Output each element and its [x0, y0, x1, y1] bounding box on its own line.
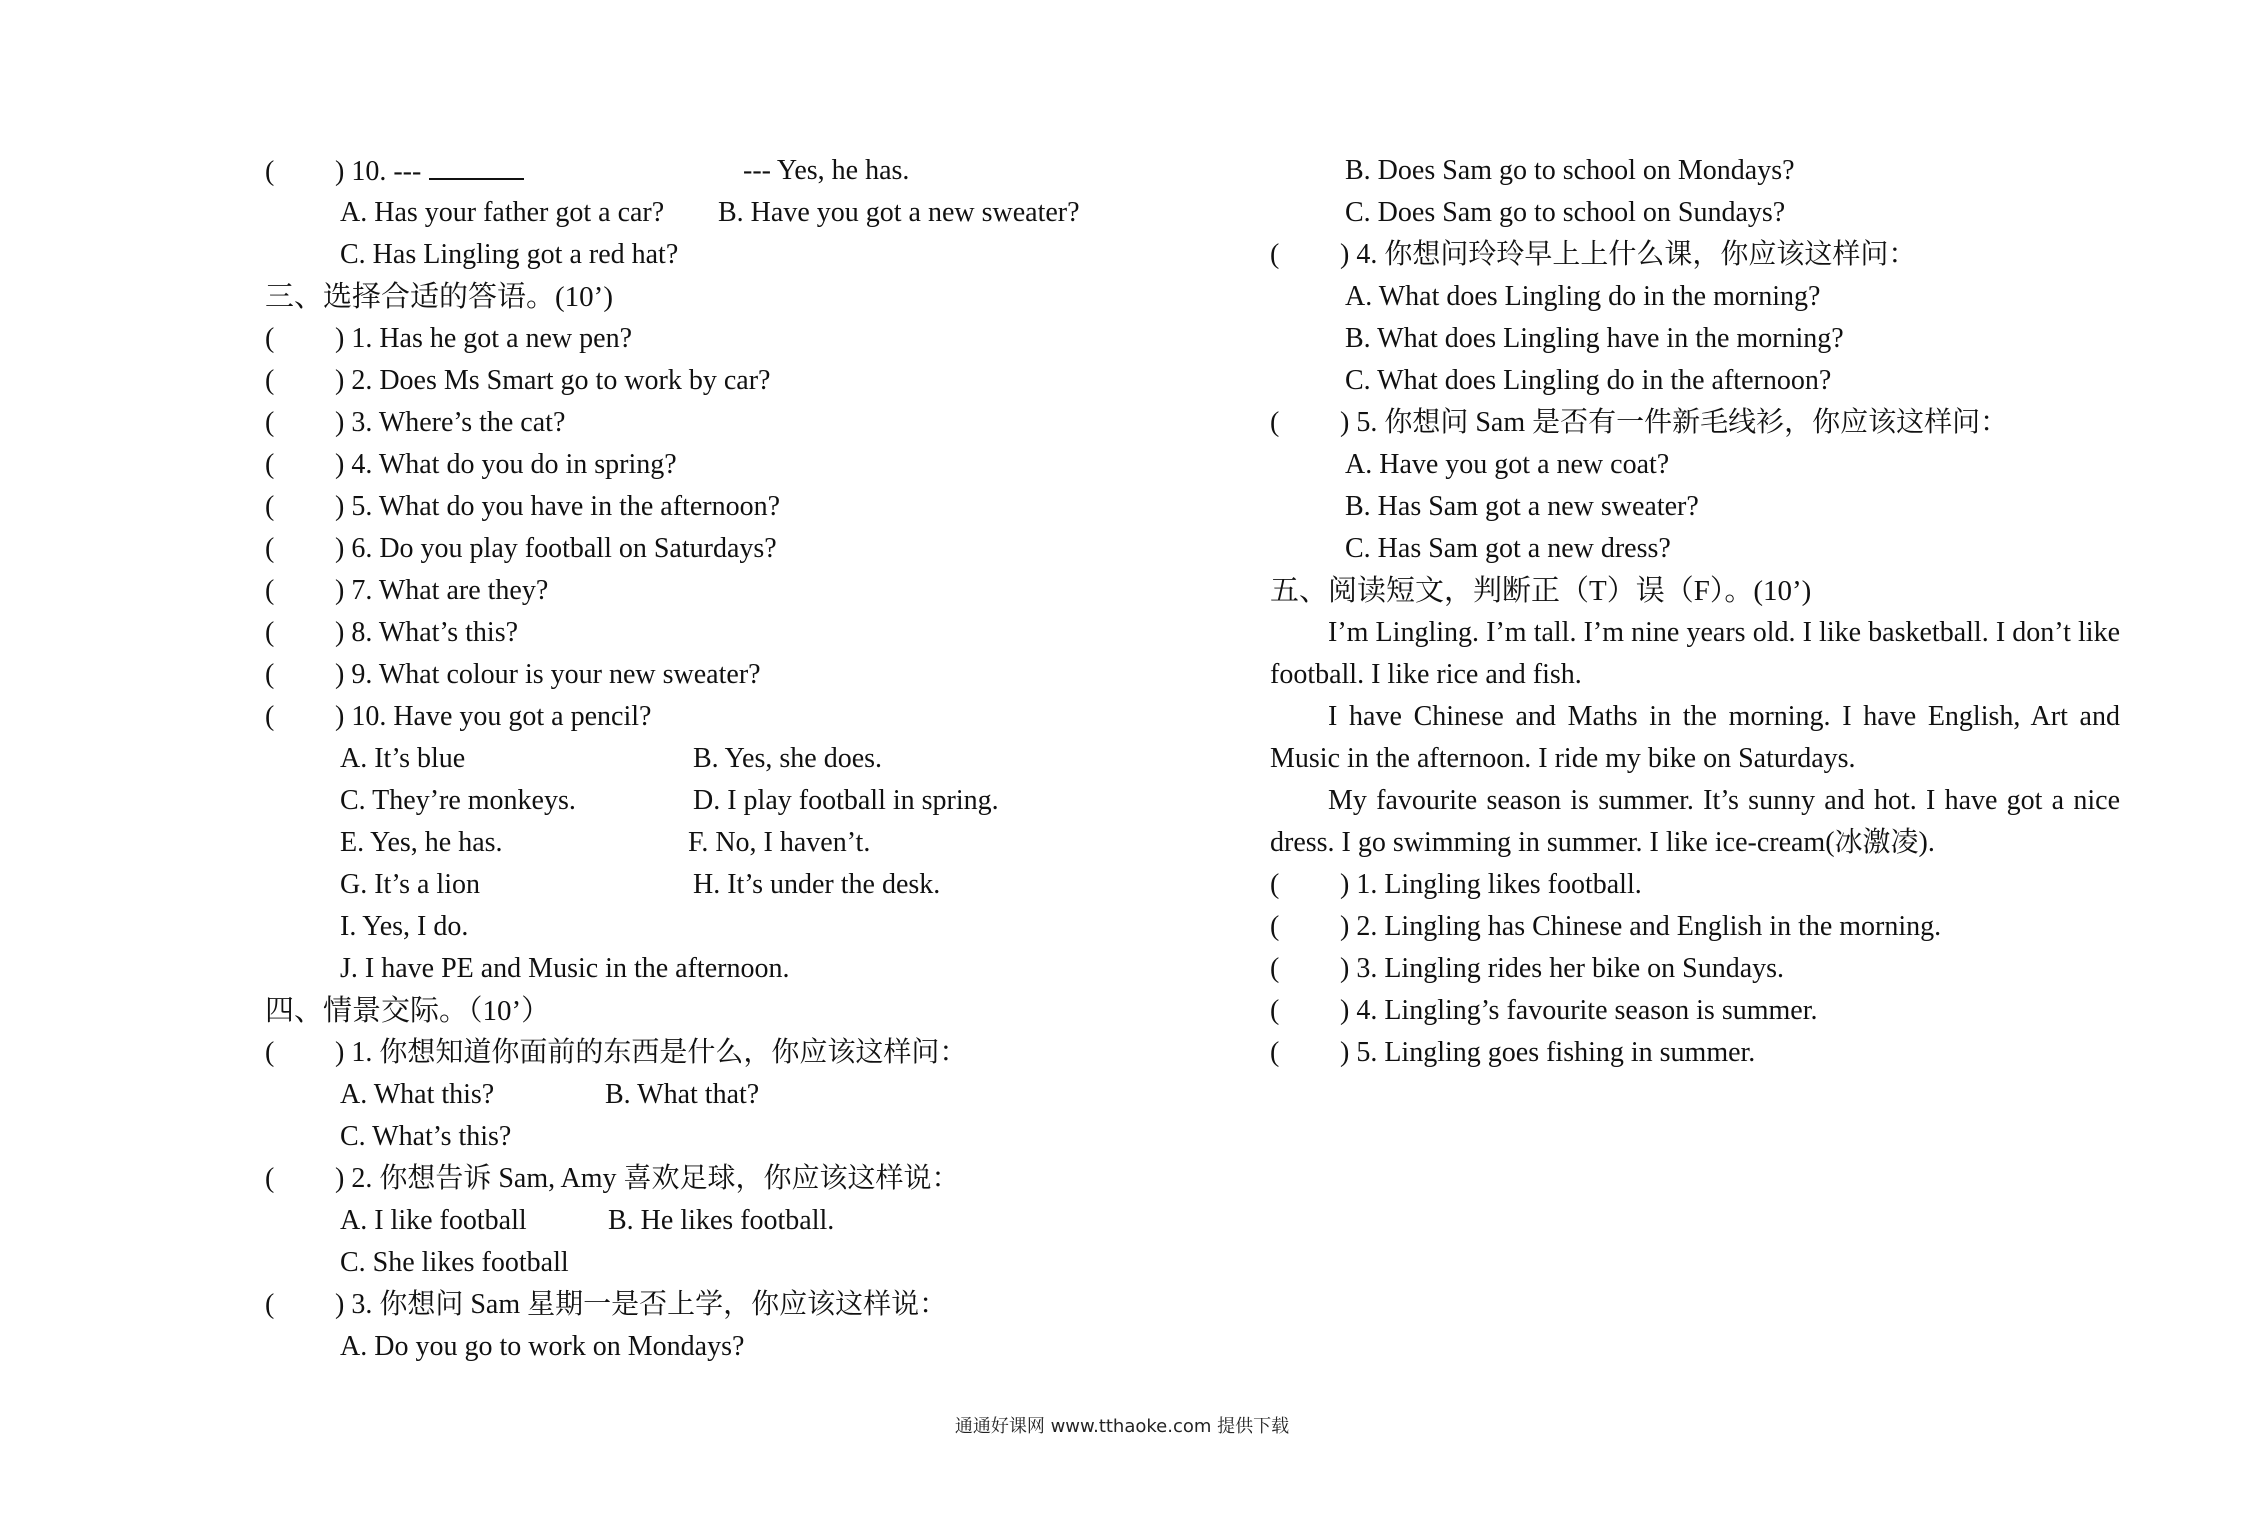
- answer-b: B. Yes, she does.: [693, 743, 883, 774]
- option-a: A. What does Lingling do in the morning?: [1345, 281, 1821, 312]
- option-a: A. What this?: [340, 1079, 495, 1110]
- answer-row: [265, 864, 1265, 906]
- options-row: [265, 1200, 1265, 1242]
- option-a: A. I like football: [340, 1205, 527, 1236]
- s3-question: ( ) 10. Have you got a pencil?: [265, 701, 652, 732]
- option-b: B. What does Lingling have in the morning?: [1345, 323, 1844, 354]
- section-4-title: 四、情景交际。（10’）: [265, 995, 551, 1027]
- options-row: [265, 192, 1265, 234]
- reply-text: --- Yes, he has.: [743, 155, 910, 186]
- answer-c: C. They’re monkeys.: [340, 785, 576, 816]
- option-b: B. What that?: [605, 1079, 760, 1110]
- left-column: [265, 150, 1265, 1368]
- option-c: C. She likes football: [340, 1247, 569, 1278]
- answer-j: J. I have PE and Music in the afternoon.: [340, 953, 790, 984]
- s4-question-1: ( ) 1. 你想知道你面前的东西是什么，你应该这样问：: [265, 1037, 968, 1068]
- options-row: [265, 1074, 1265, 1116]
- option-b: B. Has Sam got a new sweater?: [1345, 491, 1699, 522]
- option-b: B. Does Sam go to school on Mondays?: [1345, 155, 1795, 186]
- s3-question: ( ) 7. What are they?: [265, 575, 549, 606]
- reading-paragraph-1: I’m Lingling. I’m tall. I’m nine years old. I like basketball. I don’t like football. I like rice and fish.: [1270, 617, 2120, 690]
- s4-question-4: ( ) 4. 你想问玲玲早上上什么课，你应该这样问：: [1270, 239, 1917, 270]
- answer-paren: (: [265, 156, 275, 187]
- answer-blank: [429, 150, 524, 180]
- section-5-title: 五、阅读短文，判断正（T）误（F）。(10’): [1270, 575, 1812, 607]
- option-a: A. Has your father got a car?: [340, 197, 665, 228]
- s3-question: ( ) 3. Where’s the cat?: [265, 407, 566, 438]
- answer-d: D. I play football in spring.: [693, 785, 999, 816]
- option-b: B. Have you got a new sweater?: [718, 197, 1080, 228]
- option-c: C. Does Sam go to school on Sundays?: [1345, 197, 1786, 228]
- answer-g: G. It’s a lion: [340, 869, 480, 900]
- s4-question-3: ( ) 3. 你想问 Sam 星期一是否上学，你应该这样说：: [265, 1289, 948, 1320]
- s4-question-5: ( ) 5. 你想问 Sam 是否有一件新毛线衫，你应该这样问：: [1270, 407, 2009, 438]
- tf-statement: ( ) 5. Lingling goes fishing in summer.: [1270, 1037, 1756, 1068]
- reading-paragraph-2: I have Chinese and Maths in the morning. I have English, Art and Music in the afternoon. I ride my bike on Saturdays.: [1270, 701, 2120, 774]
- s3-question: ( ) 4. What do you do in spring?: [265, 449, 677, 480]
- right-column: [1270, 150, 2120, 1074]
- option-c: C. Has Lingling got a red hat?: [340, 239, 679, 270]
- answer-a: A. It’s blue: [340, 743, 466, 774]
- s3-question: ( ) 8. What’s this?: [265, 617, 519, 648]
- option-b: B. He likes football.: [608, 1205, 835, 1236]
- question-10: ( ) 10. --- --- Yes, he has.: [265, 150, 1265, 192]
- s3-question: ( ) 9. What colour is your new sweater?: [265, 659, 761, 690]
- option-a: A. Have you got a new coat?: [1345, 449, 1670, 480]
- answer-h: H. It’s under the desk.: [693, 869, 941, 900]
- reading-paragraph-3: My favourite season is summer. It’s sunny and hot. I have got a nice dress. I go swimming in summer. I like ice-cream(冰激凌).: [1270, 785, 2120, 858]
- option-c: C. Has Sam got a new dress?: [1345, 533, 1671, 564]
- option-c: C. What does Lingling do in the afternoon?: [1345, 365, 1832, 396]
- tf-statement: ( ) 2. Lingling has Chinese and English in the morning.: [1270, 911, 1942, 942]
- page-footer: 通通好课网 www.tthaoke.com 提供下载: [954, 1416, 1290, 1437]
- s4-question-2: ( ) 2. 你想告诉 Sam, Amy 喜欢足球，你应该这样说：: [265, 1163, 960, 1194]
- option-c: C. What’s this?: [340, 1121, 512, 1152]
- answer-row: [265, 738, 1265, 780]
- s3-question: ( ) 1. Has he got a new pen?: [265, 323, 633, 354]
- tf-statement: ( ) 1. Lingling likes football.: [1270, 869, 1642, 900]
- s3-question: ( ) 6. Do you play football on Saturdays?: [265, 533, 777, 564]
- answer-e: E. Yes, he has.: [340, 827, 503, 858]
- s3-question: ( ) 5. What do you have in the afternoon?: [265, 491, 781, 522]
- tf-statement: ( ) 3. Lingling rides her bike on Sundays.: [1270, 953, 1785, 984]
- option-a: A. Do you go to work on Mondays?: [340, 1331, 745, 1362]
- answer-f: F. No, I haven’t.: [688, 827, 871, 858]
- s3-question: ( ) 2. Does Ms Smart go to work by car?: [265, 365, 771, 396]
- section-3-title: 三、选择合适的答语。(10’): [265, 281, 613, 313]
- answer-row: [265, 780, 1265, 822]
- tf-statement: ( ) 4. Lingling’s favourite season is summer.: [1270, 995, 1818, 1026]
- answer-i: I. Yes, I do.: [340, 911, 469, 942]
- answer-row: [265, 822, 1265, 864]
